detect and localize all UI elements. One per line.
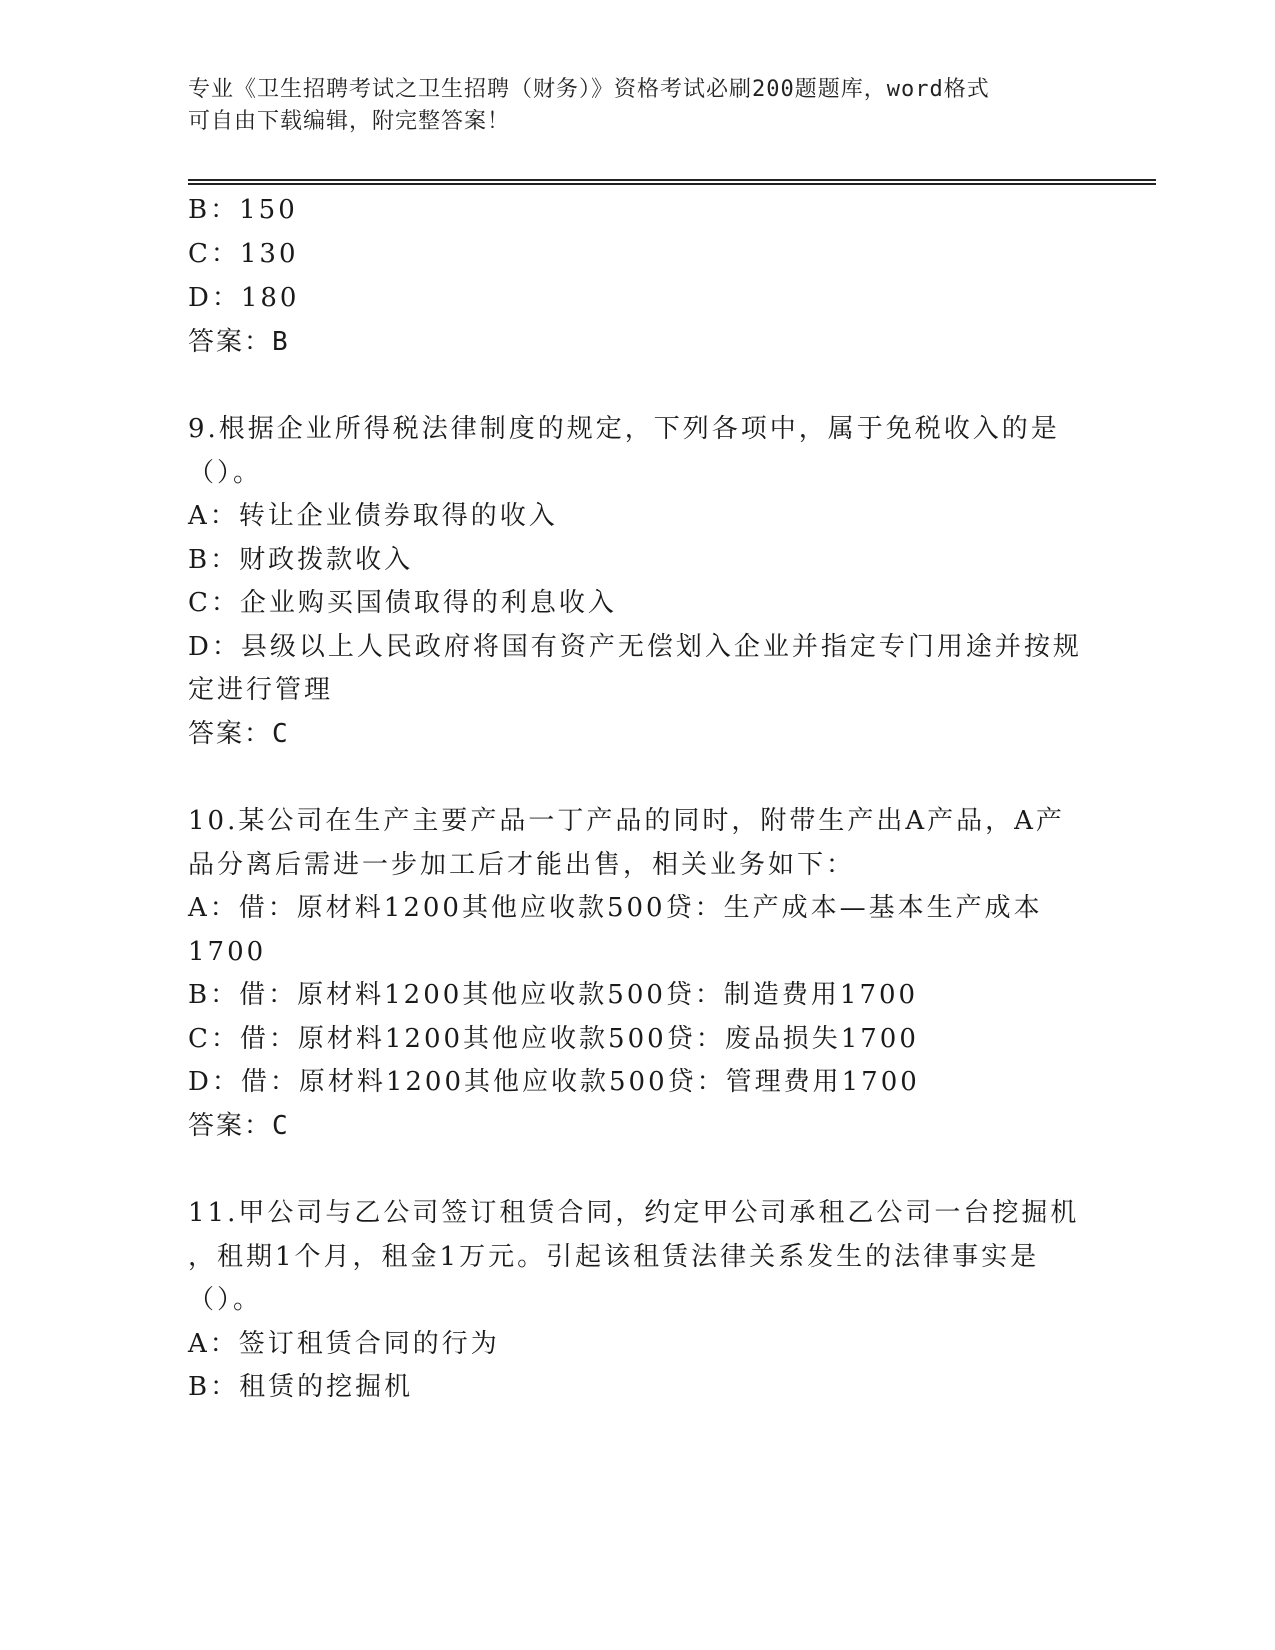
q10-option-a-line-1: A：借：原材料1200其他应收款500贷：生产成本—基本生产成本 [188, 893, 1043, 923]
q11-option-b: B：租赁的挖掘机 [188, 1372, 414, 1402]
q10-option-a-line-2: 1700 [188, 937, 267, 967]
q10-option-c: C：借：原材料1200其他应收款500贷：废品损失1700 [188, 1024, 919, 1054]
q10-option-b: B：借：原材料1200其他应收款500贷：制造费用1700 [188, 980, 919, 1010]
q11-stem-line-3: （）。 [188, 1285, 263, 1315]
q8-option-b: B：150 [188, 195, 298, 225]
q10-answer: 答案：C [188, 1111, 290, 1141]
header-rule-bottom [188, 183, 1156, 185]
header-line-2: 可自由下载编辑，附完整答案！ [188, 109, 511, 134]
q10-stem-line-1: 10.某公司在生产主要产品一丁产品的同时，附带生产出A产品，A产 [188, 806, 1065, 836]
q8-option-d: D：180 [188, 283, 300, 313]
header-rule-top [188, 179, 1156, 181]
header-line-1: 专业《卫生招聘考试之卫生招聘（财务）》资格考试必刷200题题库，word格式 [188, 77, 990, 102]
q11-option-a: A：签订租赁合同的行为 [188, 1329, 500, 1359]
q8-option-c: C：130 [188, 239, 299, 269]
q9-option-d-line-2: 定进行管理 [188, 675, 334, 705]
q9-stem-line-1: 9.根据企业所得税法律制度的规定，下列各项中，属于免税收入的是 [188, 414, 1060, 444]
q8-answer: 答案：B [188, 327, 290, 357]
q9-stem-line-2: （）。 [188, 458, 263, 488]
q11-stem-line-1: 11.甲公司与乙公司签订租赁合同，约定甲公司承租乙公司一台挖掘机 [188, 1198, 1080, 1228]
q10-stem-line-2: 品分离后需进一步加工后才能出售，相关业务如下： [188, 850, 856, 880]
q9-option-b: B：财政拨款收入 [188, 545, 414, 575]
q11-stem-line-2: ，租期1个月，租金1万元。引起该租赁法律关系发生的法律事实是 [188, 1242, 1040, 1272]
q9-option-c: C：企业购买国债取得的利息收入 [188, 588, 617, 618]
document-header [188, 74, 1068, 138]
q9-option-d-line-1: D：县级以上人民政府将国有资产无偿划入企业并指定专门用途并按规 [188, 632, 1082, 662]
q10-option-d: D：借：原材料1200其他应收款500贷：管理费用1700 [188, 1067, 920, 1097]
q9-option-a: A：转让企业债券取得的收入 [188, 501, 558, 531]
q9-answer: 答案：C [188, 719, 290, 749]
